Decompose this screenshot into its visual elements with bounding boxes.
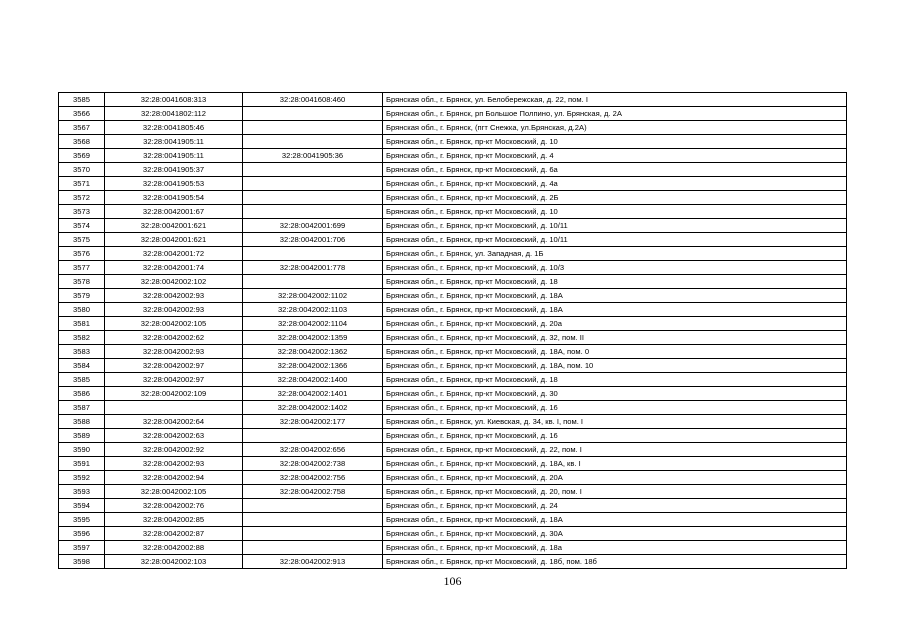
- row-number-cell: 3577: [59, 261, 105, 275]
- address-cell: Брянская обл., г. Брянск, пр-кт Московский, д. 18б, пом. 18б: [383, 555, 847, 569]
- row-number-cell: 3585: [59, 373, 105, 387]
- row-number-cell: 3574: [59, 219, 105, 233]
- row-number-cell: 3579: [59, 289, 105, 303]
- table-row: [59, 275, 847, 289]
- table-row: [59, 177, 847, 191]
- table-row: [59, 429, 847, 443]
- row-number-cell: 3585: [59, 93, 105, 107]
- address-cell: Брянская обл., г. Брянск, ул. Белобережская, д. 22, пом. I: [383, 93, 847, 107]
- cadastral-number-cell: 32:28:0042002:76: [105, 499, 243, 513]
- row-number-cell: 3593: [59, 485, 105, 499]
- address-cell: Брянская обл., г. Брянск, пр-кт Московский, д. 18: [383, 373, 847, 387]
- address-cell: Брянская обл., г. Брянск, пр-кт Московский, д. 18А, пом. 0: [383, 345, 847, 359]
- row-number-cell: 3588: [59, 415, 105, 429]
- object-number-cell: [243, 205, 383, 219]
- table-row: [59, 541, 847, 555]
- cadastral-number-cell: 32:28:0041905:11: [105, 135, 243, 149]
- cadastral-number-cell: 32:28:0042002:103: [105, 555, 243, 569]
- table-row: [59, 443, 847, 457]
- object-number-cell: 32:28:0042002:756: [243, 471, 383, 485]
- object-number-cell: 32:28:0042002:177: [243, 415, 383, 429]
- cadastral-number-cell: 32:28:0041905:37: [105, 163, 243, 177]
- address-cell: Брянская обл., г. Брянск, ул. Западная, д. 1Б: [383, 247, 847, 261]
- table-row: [59, 457, 847, 471]
- object-number-cell: 32:28:0042002:656: [243, 443, 383, 457]
- table-row: [59, 345, 847, 359]
- object-number-cell: 32:28:0042002:1103: [243, 303, 383, 317]
- row-number-cell: 3594: [59, 499, 105, 513]
- table-row: [59, 261, 847, 275]
- row-number-cell: 3576: [59, 247, 105, 261]
- address-cell: Брянская обл., г. Брянск, пр-кт Московский, д. 18а: [383, 541, 847, 555]
- address-cell: Брянская обл., г. Брянск, (пгт Снежка, ул.Брянская, д.2А): [383, 121, 847, 135]
- row-number-cell: 3570: [59, 163, 105, 177]
- address-cell: Брянская обл., г. Брянск, пр-кт Московский, д. 30А: [383, 527, 847, 541]
- address-cell: Брянская обл., г. Брянск, рп Большое Полпино, ул. Брянская, д. 2А: [383, 107, 847, 121]
- address-cell: Брянская обл., г. Брянск, пр-кт Московский, д. 16: [383, 429, 847, 443]
- row-number-cell: 3592: [59, 471, 105, 485]
- object-number-cell: 32:28:0042002:1402: [243, 401, 383, 415]
- address-cell: Брянская обл., г. Брянск, пр-кт Московский, д. 6а: [383, 163, 847, 177]
- row-number-cell: 3590: [59, 443, 105, 457]
- cadastral-number-cell: 32:28:0042002:93: [105, 345, 243, 359]
- row-number-cell: 3582: [59, 331, 105, 345]
- address-cell: Брянская обл., г. Брянск, пр-кт Московский, д. 20А: [383, 471, 847, 485]
- cadastral-number-cell: 32:28:0042002:94: [105, 471, 243, 485]
- row-number-cell: 3567: [59, 121, 105, 135]
- row-number-cell: 3586: [59, 387, 105, 401]
- page-number: 106: [443, 574, 462, 588]
- cadastral-number-cell: 32:28:0042002:105: [105, 317, 243, 331]
- row-number-cell: 3572: [59, 191, 105, 205]
- address-cell: Брянская обл., г. Брянск, пр-кт Московский, д. 4: [383, 149, 847, 163]
- table-row: [59, 513, 847, 527]
- cadastral-number-cell: 32:28:0042001:621: [105, 233, 243, 247]
- object-number-cell: [243, 247, 383, 261]
- row-number-cell: 3573: [59, 205, 105, 219]
- table-row: [59, 471, 847, 485]
- table-row: [59, 317, 847, 331]
- table-row: [59, 205, 847, 219]
- row-number-cell: 3596: [59, 527, 105, 541]
- object-number-cell: [243, 163, 383, 177]
- row-number-cell: 3598: [59, 555, 105, 569]
- cadastral-number-cell: 32:28:0042002:105: [105, 485, 243, 499]
- object-number-cell: 32:28:0042002:1366: [243, 359, 383, 373]
- table-row: [59, 359, 847, 373]
- cadastral-number-cell: 32:28:0042002:97: [105, 373, 243, 387]
- cadastral-number-cell: 32:28:0042002:87: [105, 527, 243, 541]
- table-row: [59, 499, 847, 513]
- cadastral-number-cell: 32:28:0042002:93: [105, 457, 243, 471]
- cadastral-number-cell: 32:28:0041905:54: [105, 191, 243, 205]
- table-row: [59, 401, 847, 415]
- object-number-cell: [243, 121, 383, 135]
- registry-table-body: [59, 93, 847, 569]
- table-row: [59, 415, 847, 429]
- table-row: [59, 555, 847, 569]
- address-cell: Брянская обл., г. Брянск, пр-кт Московский, д. 18А, кв. I: [383, 457, 847, 471]
- table-row: [59, 331, 847, 345]
- address-cell: Брянская обл., г. Брянск, пр-кт Московский, д. 10/11: [383, 219, 847, 233]
- object-number-cell: [243, 177, 383, 191]
- address-cell: Брянская обл., г. Брянск, пр-кт Московский, д. 10/11: [383, 233, 847, 247]
- cadastral-number-cell: 32:28:0041905:53: [105, 177, 243, 191]
- table-row: [59, 527, 847, 541]
- table-row: [59, 485, 847, 499]
- object-number-cell: 32:28:0042002:758: [243, 485, 383, 499]
- cadastral-number-cell: 32:28:0042002:93: [105, 303, 243, 317]
- cadastral-number-cell: 32:28:0042001:621: [105, 219, 243, 233]
- address-cell: Брянская обл., г. Брянск, пр-кт Московский, д. 2Б: [383, 191, 847, 205]
- object-number-cell: [243, 499, 383, 513]
- object-number-cell: 32:28:0042002:1401: [243, 387, 383, 401]
- cadastral-number-cell: 32:28:0042002:88: [105, 541, 243, 555]
- cadastral-number-cell: 32:28:0042002:97: [105, 359, 243, 373]
- table-row: [59, 247, 847, 261]
- cadastral-number-cell: 32:28:0042002:92: [105, 443, 243, 457]
- object-number-cell: 32:28:0042002:1359: [243, 331, 383, 345]
- row-number-cell: 3575: [59, 233, 105, 247]
- address-cell: Брянская обл., г. Брянск, пр-кт Московский, д. 4а: [383, 177, 847, 191]
- object-number-cell: 32:28:0042002:1362: [243, 345, 383, 359]
- object-number-cell: [243, 429, 383, 443]
- cadastral-number-cell: 32:28:0041905:11: [105, 149, 243, 163]
- registry-table: [58, 92, 847, 569]
- object-number-cell: 32:28:0041905:36: [243, 149, 383, 163]
- cadastral-number-cell: 32:28:0042002:85: [105, 513, 243, 527]
- cadastral-number-cell: 32:28:0042001:72: [105, 247, 243, 261]
- cadastral-number-cell: 32:28:0042001:74: [105, 261, 243, 275]
- address-cell: Брянская обл., г. Брянск, пр-кт Московский, д. 10: [383, 205, 847, 219]
- address-cell: Брянская обл., г. Брянск, пр-кт Московский, д. 10/3: [383, 261, 847, 275]
- object-number-cell: [243, 541, 383, 555]
- address-cell: Брянская обл., г. Брянск, пр-кт Московский, д. 16: [383, 401, 847, 415]
- row-number-cell: 3569: [59, 149, 105, 163]
- table-row: [59, 387, 847, 401]
- row-number-cell: 3568: [59, 135, 105, 149]
- cadastral-number-cell: 32:28:0041608:313: [105, 93, 243, 107]
- row-number-cell: 3595: [59, 513, 105, 527]
- row-number-cell: 3580: [59, 303, 105, 317]
- object-number-cell: 32:28:0042001:706: [243, 233, 383, 247]
- table-row: [59, 93, 847, 107]
- cadastral-number-cell: 32:28:0041802:112: [105, 107, 243, 121]
- row-number-cell: 3587: [59, 401, 105, 415]
- table-row: [59, 303, 847, 317]
- row-number-cell: 3583: [59, 345, 105, 359]
- address-cell: Брянская обл., г. Брянск, пр-кт Московский, д. 18А: [383, 303, 847, 317]
- cadastral-number-cell: 32:28:0042001:67: [105, 205, 243, 219]
- object-number-cell: [243, 191, 383, 205]
- table-row: [59, 135, 847, 149]
- object-number-cell: 32:28:0042002:738: [243, 457, 383, 471]
- cadastral-number-cell: 32:28:0042002:102: [105, 275, 243, 289]
- object-number-cell: 32:28:0042001:699: [243, 219, 383, 233]
- row-number-cell: 3589: [59, 429, 105, 443]
- address-cell: Брянская обл., г. Брянск, пр-кт Московский, д. 18: [383, 275, 847, 289]
- object-number-cell: [243, 107, 383, 121]
- table-row: [59, 289, 847, 303]
- table-row: [59, 121, 847, 135]
- cadastral-number-cell: 32:28:0041805:46: [105, 121, 243, 135]
- object-number-cell: [243, 513, 383, 527]
- cadastral-number-cell: 32:28:0042002:109: [105, 387, 243, 401]
- object-number-cell: [243, 135, 383, 149]
- address-cell: Брянская обл., г. Брянск, пр-кт Московский, д. 18А, пом. 10: [383, 359, 847, 373]
- row-number-cell: 3581: [59, 317, 105, 331]
- table-row: [59, 219, 847, 233]
- address-cell: Брянская обл., г. Брянск, пр-кт Московский, д. 24: [383, 499, 847, 513]
- table-row: [59, 373, 847, 387]
- object-number-cell: 32:28:0042002:1102: [243, 289, 383, 303]
- object-number-cell: [243, 275, 383, 289]
- address-cell: Брянская обл., г. Брянск, пр-кт Московский, д. 22, пом. I: [383, 443, 847, 457]
- address-cell: Брянская обл., г. Брянск, пр-кт Московский, д. 10: [383, 135, 847, 149]
- address-cell: Брянская обл., г. Брянск, пр-кт Московский, д. 18А: [383, 289, 847, 303]
- cadastral-number-cell: 32:28:0042002:93: [105, 289, 243, 303]
- table-row: [59, 107, 847, 121]
- object-number-cell: 32:28:0042002:1104: [243, 317, 383, 331]
- row-number-cell: 3566: [59, 107, 105, 121]
- object-number-cell: 32:28:0041608:460: [243, 93, 383, 107]
- address-cell: Брянская обл., г. Брянск, пр-кт Московский, д. 32, пом. II: [383, 331, 847, 345]
- address-cell: Брянская обл., г. Брянск, пр-кт Московский, д. 18А: [383, 513, 847, 527]
- row-number-cell: 3578: [59, 275, 105, 289]
- address-cell: Брянская обл., г. Брянск, пр-кт Московский, д. 20а: [383, 317, 847, 331]
- cadastral-number-cell: 32:28:0042002:64: [105, 415, 243, 429]
- object-number-cell: 32:28:0042002:1400: [243, 373, 383, 387]
- row-number-cell: 3597: [59, 541, 105, 555]
- table-row: [59, 233, 847, 247]
- cadastral-number-cell: 32:28:0042002:62: [105, 331, 243, 345]
- object-number-cell: 32:28:0042002:913: [243, 555, 383, 569]
- cadastral-number-cell: [105, 401, 243, 415]
- address-cell: Брянская обл., г. Брянск, пр-кт Московский, д. 20, пом. I: [383, 485, 847, 499]
- cadastral-number-cell: 32:28:0042002:63: [105, 429, 243, 443]
- object-number-cell: 32:28:0042001:778: [243, 261, 383, 275]
- table-row: [59, 191, 847, 205]
- row-number-cell: 3591: [59, 457, 105, 471]
- address-cell: Брянская обл., г. Брянск, пр-кт Московский, д. 30: [383, 387, 847, 401]
- row-number-cell: 3584: [59, 359, 105, 373]
- object-number-cell: [243, 527, 383, 541]
- address-cell: Брянская обл., г. Брянск, ул. Киевская, д. 34, кв. I, пом. I: [383, 415, 847, 429]
- row-number-cell: 3571: [59, 177, 105, 191]
- table-row: [59, 149, 847, 163]
- table-row: [59, 163, 847, 177]
